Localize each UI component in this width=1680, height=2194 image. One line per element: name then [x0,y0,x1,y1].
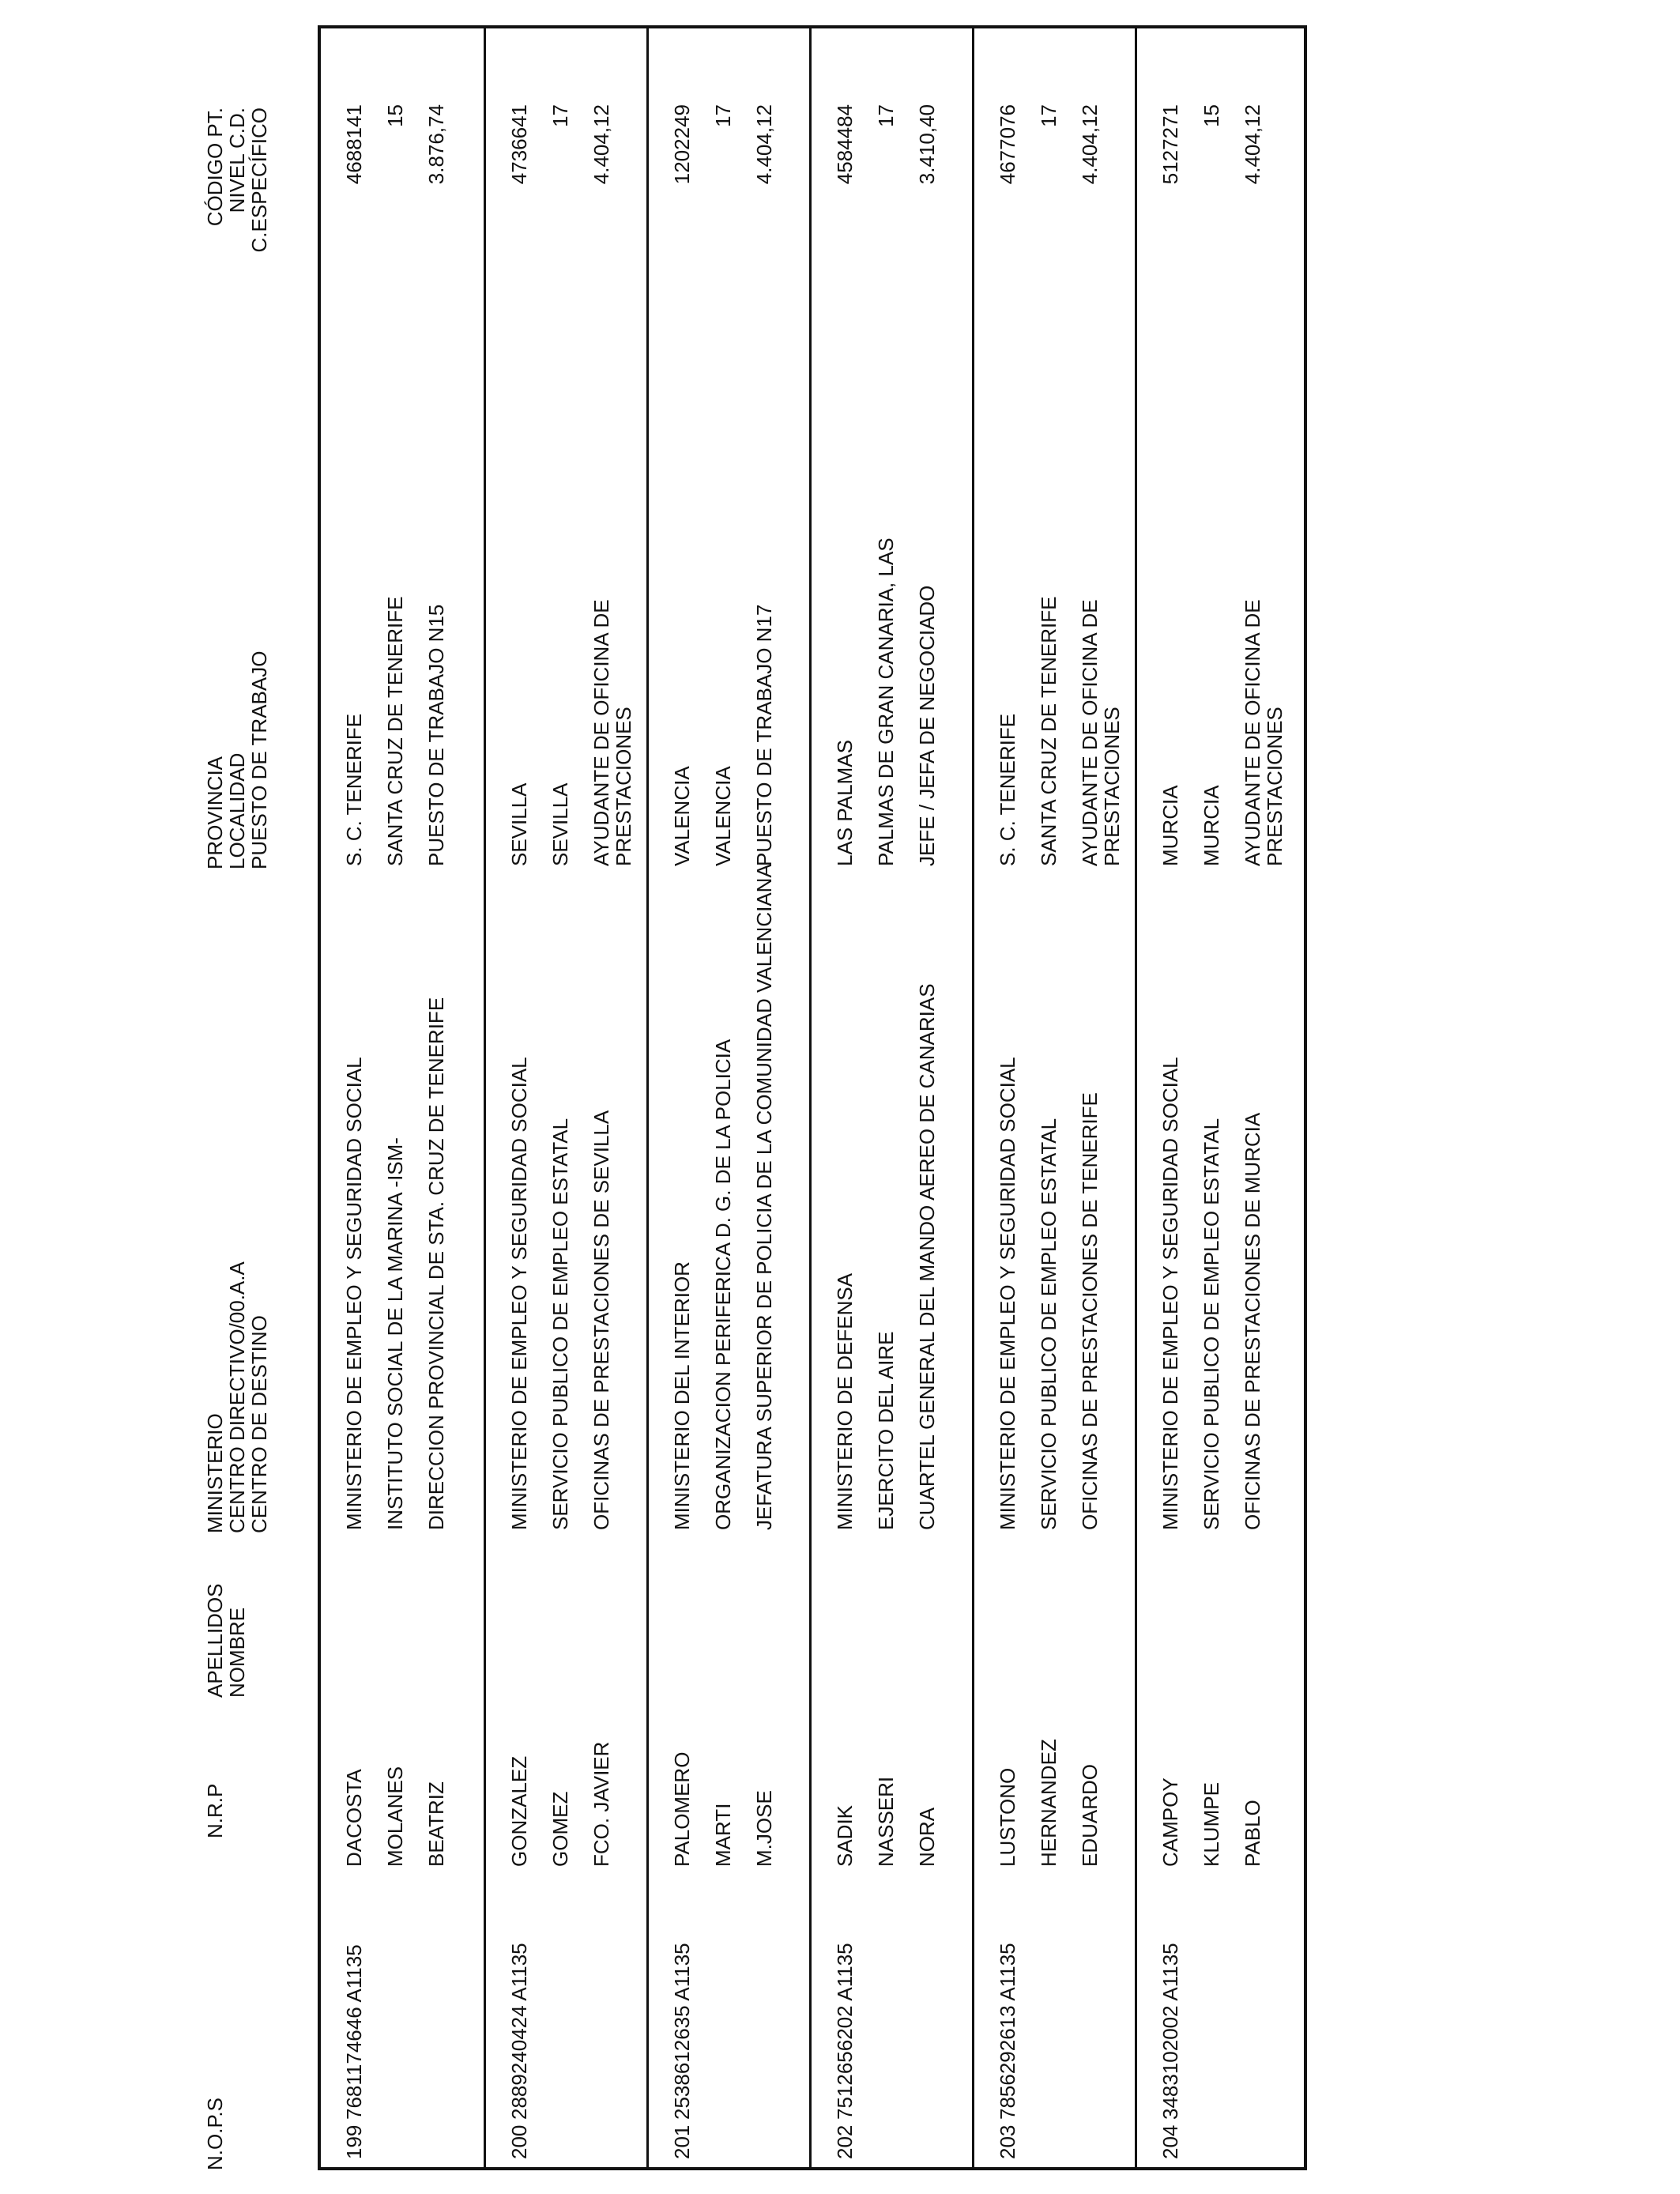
row-ministerio: MINISTERIO DE EMPLEO Y SEGURIDAD SOCIAL [507,1057,531,1530]
header-nivel-label: NIVEL C.D. [225,107,249,213]
header-nops-label: N.O.P.S [203,2097,227,2170]
row-provincia: S. C. TENERIFE [342,713,366,866]
row-nops: 202 [833,2124,857,2159]
row-nombre: EDUARDO [1078,1763,1102,1867]
table-row [972,28,1137,2167]
header-especifico-label: C.ESPECÍFICO [247,107,271,253]
row-apellido1: PALOMERO [670,1751,694,1867]
row-provincia: LAS PALMAS [833,740,857,866]
row-apellido1: CAMPOY [1158,1777,1182,1867]
header-localidad-label: LOCALIDAD [225,752,249,869]
row-apellido1: DACOSTA [342,1769,366,1867]
row-provincia: S. C. TENERIFE [996,713,1019,866]
row-especifico: 3.410,40 [915,104,939,185]
row-ministerio: MINISTERIO DE EMPLEO Y SEGURIDAD SOCIAL [342,1057,366,1530]
row-nops: 199 [342,2124,366,2159]
row-nombre: PABLO [1241,1800,1264,1867]
row-nrp: 7512656202 A1135 [833,1943,857,2120]
row-apellido2: NASSERI [874,1776,898,1867]
row-nops: 203 [996,2124,1019,2159]
row-ministerio: MINISTERIO DE EMPLEO Y SEGURIDAD SOCIAL [1158,1057,1182,1530]
row-especifico: 4.404,12 [1241,104,1264,185]
row-apellido2: MARTI [711,1803,735,1867]
row-localidad: SEVILLA [548,782,572,866]
row-especifico: 3.876,74 [424,104,448,185]
row-nivel: 15 [383,104,407,127]
row-puesto-1: AYUDANTE DE OFICINA DE [1078,599,1102,866]
row-nivel: 17 [548,104,572,127]
header-provincia-label: PROVINCIA [203,756,227,869]
row-centro-directivo: SERVICIO PUBLICO DE EMPLEO ESTATAL [548,1118,572,1530]
row-centro-destino: OFICINAS DE PRESTACIONES DE SEVILLA [590,1110,613,1530]
row-centro-destino: DIRECCION PROVINCIAL DE STA. CRUZ DE TENERIFE [424,997,448,1530]
table-row [321,28,484,2167]
row-ministerio: MINISTERIO DE EMPLEO Y SEGURIDAD SOCIAL [996,1057,1019,1530]
table-row [809,28,974,2167]
row-apellido1: SADIK [833,1804,857,1867]
header-puesto-label: PUESTO DE TRABAJO [247,650,271,869]
row-apellido2: GOMEZ [548,1791,572,1867]
records-table [318,25,1307,2170]
row-nivel: 17 [711,104,735,127]
header-ministerio-centro [204,1261,270,1533]
table-row [1135,28,1306,2167]
row-nrp: 3483102002 A1135 [1158,1943,1182,2120]
row-ministerio: MINISTERIO DEL INTERIOR [670,1261,694,1530]
header-apellidos-nombre [204,1583,248,1698]
row-apellido2: KLUMPE [1200,1782,1223,1867]
header-codigo-label: CÓDIGO PT. [203,107,227,227]
row-apellido1: GONZALEZ [507,1755,531,1867]
row-centro-destino: JEFATURA SUPERIOR DE POLICIA DE LA COMUNIDAD VALENCIANA [752,864,776,1530]
table-row [484,28,649,2167]
row-nivel: 17 [1037,104,1060,127]
row-puesto-1: PUESTO DE TRABAJO N17 [752,604,776,866]
row-nrp: 7681174646 A1135 [342,1944,366,2120]
row-centro-directivo: EJERCITO DEL AIRE [874,1331,898,1530]
row-localidad: MURCIA [1200,785,1223,866]
row-especifico: 4.404,12 [590,104,613,185]
row-centro-directivo: ORGANIZACION PERIFERICA D. G. DE LA POLICIA [711,1039,735,1530]
row-puesto-1: JEFE / JEFA DE NEGOCIADO [915,585,939,866]
row-codigo: 1202249 [670,104,694,185]
header-ministerio-label: MINISTERIO [203,1413,227,1533]
header-nrp-label: N.R.P [203,1783,227,1838]
header-codigo-nivel [204,107,270,266]
row-codigo: 4677076 [996,104,1019,185]
row-centro-destino: OFICINAS DE PRESTACIONES DE TENERIFE [1078,1092,1102,1530]
row-ministerio: MINISTERIO DE DEFENSA [833,1272,857,1530]
table-row [646,28,812,2167]
row-codigo: 4736641 [507,104,531,185]
row-nops: 200 [507,2124,531,2159]
row-nrp: 2538612635 A1135 [670,1943,694,2120]
row-centro-directivo: SERVICIO PUBLICO DE EMPLEO ESTATAL [1200,1118,1223,1530]
row-nrp: 2889240424 A1135 [507,1943,531,2120]
row-apellido2: HERNANDEZ [1037,1739,1060,1867]
row-localidad: SANTA CRUZ DE TENERIFE [1037,596,1060,866]
row-localidad: VALENCIA [711,766,735,866]
header-apellidos-label: APELLIDOS [203,1583,227,1698]
row-localidad: PALMAS DE GRAN CANARIA, LAS [874,537,898,866]
row-nombre: NORA [915,1807,939,1867]
row-provincia: VALENCIA [670,766,694,866]
row-nivel: 17 [874,104,898,127]
row-localidad: SANTA CRUZ DE TENERIFE [383,596,407,866]
row-nops: 201 [670,2124,694,2159]
row-nrp: 7856292613 A1135 [996,1943,1019,2120]
header-nrp [204,1784,226,1838]
row-provincia: SEVILLA [507,782,531,866]
row-puesto-2: PRESTACIONES [1263,707,1286,866]
row-apellido2: MOLANES [383,1766,407,1867]
row-apellido1: LUSTONO [996,1767,1019,1867]
row-puesto-2: PRESTACIONES [1100,707,1124,866]
header-nops [204,2098,226,2170]
row-codigo: 4688141 [342,104,366,185]
header-provincia-puesto [204,651,270,869]
header-centro-destino-label: CENTRO DE DESTINO [247,1315,271,1533]
row-nombre: M.JOSE [752,1790,776,1867]
row-especifico: 4.404,12 [1078,104,1102,185]
row-centro-destino: CUARTEL GENERAL DEL MANDO AEREO DE CANARIAS [915,983,939,1530]
row-nivel: 15 [1200,104,1223,127]
row-puesto-2: PRESTACIONES [612,707,635,866]
row-nops: 204 [1158,2124,1182,2159]
row-codigo: 4584484 [833,104,857,185]
row-centro-directivo: INSTITUTO SOCIAL DE LA MARINA -ISM- [383,1137,407,1530]
row-centro-directivo: SERVICIO PUBLICO DE EMPLEO ESTATAL [1037,1118,1060,1530]
row-especifico: 4.404,12 [752,104,776,185]
row-provincia: MURCIA [1158,785,1182,866]
row-puesto-1: AYUDANTE DE OFICINA DE [590,599,613,866]
row-codigo: 5127271 [1158,104,1182,185]
row-nombre: BEATRIZ [424,1781,448,1867]
row-puesto-1: AYUDANTE DE OFICINA DE [1241,599,1264,866]
header-centro-directivo-label: CENTRO DIRECTIVO/00.A.A [225,1261,249,1533]
row-puesto-1: PUESTO DE TRABAJO N15 [424,604,448,866]
row-centro-destino: OFICINAS DE PRESTACIONES DE MURCIA [1241,1112,1264,1530]
row-nombre: FCO. JAVIER [590,1741,613,1867]
header-nombre-label: NOMBRE [225,1607,249,1698]
